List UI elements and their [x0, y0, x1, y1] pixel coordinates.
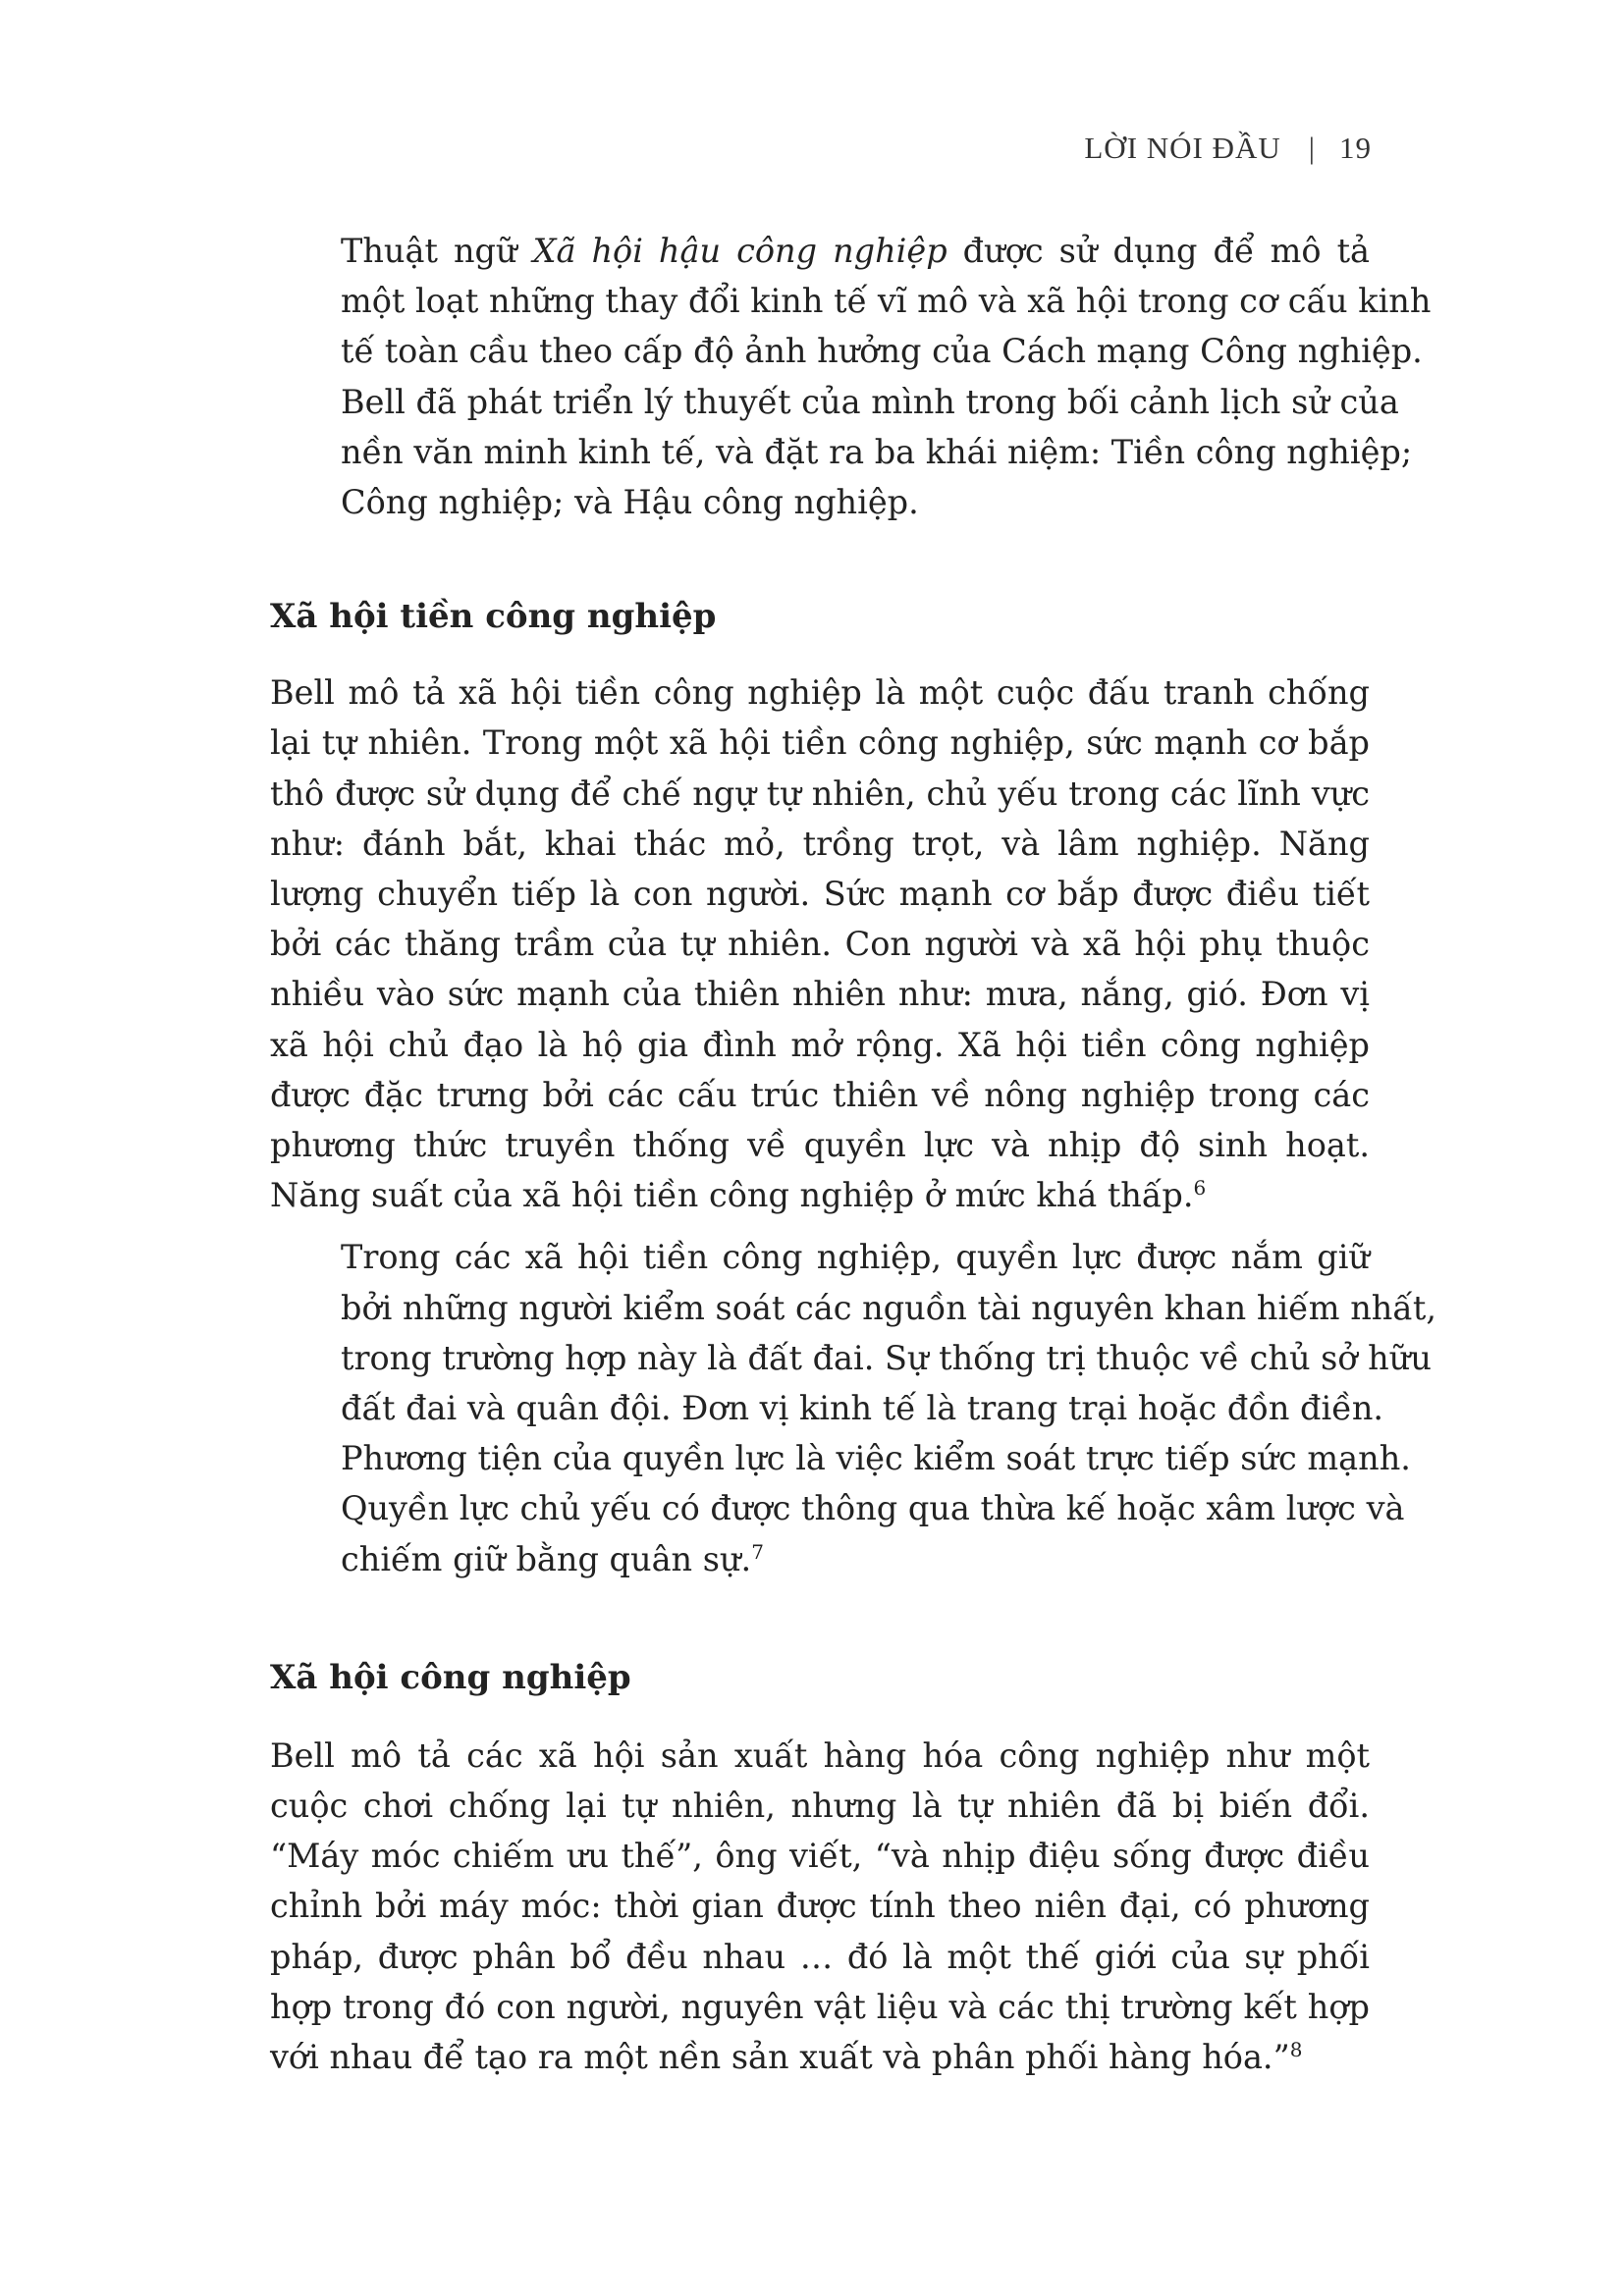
paragraph-line: Bell mô tả xã hội tiền công nghiệp là một cuộc đấu tranh chống [270, 673, 1370, 713]
paragraph-line: Bell mô tả các xã hội sản xuất hàng hóa công nghiệp như một [270, 1735, 1370, 1775]
paragraph-line: một loạt những thay đổi kinh tế vĩ mô và xã hội trong cơ cấu kinh [341, 282, 1432, 321]
footnote-marker[interactable]: 7 [751, 1539, 764, 1564]
paragraph-line: trong trường hợp này là đất đai. Sự thống trị thuộc về chủ sở hữu [341, 1338, 1432, 1377]
paragraph-line: bởi những người kiểm soát các nguồn tài nguyên khan hiếm nhất, [341, 1288, 1436, 1327]
paragraph-line: Năng suất của xã hội tiền công nghiệp ở mức khá thấp.$^6$ [270, 1176, 1207, 1215]
paragraph-line: Thuật ngữ Xã hội hậu công nghiệp được sử dụng để mô tả [341, 232, 1371, 270]
paragraph-line: nền văn minh kinh tế, và đặt ra ba khái niệm: Tiền công nghiệp; [341, 432, 1413, 471]
footnote-marker[interactable]: 8 [1289, 2037, 1303, 2061]
paragraph-line: cuộc chơi chống lại tự nhiên, nhưng là tự nhiên đã bị biến đổi. [270, 1787, 1370, 1826]
paragraph-line: Trong các xã hội tiền công nghiệp, quyền lực được nắm giữ [341, 1238, 1370, 1277]
paragraph-line: pháp, được phân bổ đều nhau … đó là một thế giới của sự phối [270, 1937, 1370, 1976]
paragraph-line: chỉnh bởi máy móc: thời gian được tính theo niên đại, có phương [270, 1887, 1370, 1926]
section-paragraph [270, 1232, 1436, 1583]
paragraph-line: bởi các thăng trầm của tự nhiên. Con người và xã hội phụ thuộc [270, 925, 1370, 964]
footnote-marker[interactable]: 6 [1193, 1176, 1207, 1201]
section-paragraph [270, 1731, 1370, 2082]
paragraph-line: “Máy móc chiếm ưu thế”, ông viết, “và nhịp điệu sống được điều [270, 1837, 1370, 1876]
paragraph-line: Quyền lực chủ yếu có được thông qua thừa kế hoặc xâm lược và [341, 1489, 1405, 1528]
section-heading: Xã hội công nghiệp [270, 1657, 631, 1697]
paragraph-line: tế toàn cầu theo cấp độ ảnh hưởng của Cách mạng Công nghiệp. [341, 332, 1423, 371]
paragraph-line: như: đánh bắt, khai thác mỏ, trồng trọt, và lâm nghiệp. Năng [270, 824, 1370, 863]
paragraph-line: xã hội chủ đạo là hộ gia đình mở rộng. Xã hội tiền công nghiệp [270, 1025, 1370, 1064]
paragraph-line: lại tự nhiên. Trong một xã hội tiền công nghiệp, sức mạnh cơ bắp [270, 723, 1370, 763]
paragraph-line: chiếm giữ bằng quân sự.$^7$ [341, 1539, 764, 1578]
paragraph-line: Bell đã phát triển lý thuyết của mình trong bối cảnh lịch sử của [341, 382, 1399, 421]
section-paragraph [270, 667, 1370, 1220]
paragraph-line: thô được sử dụng để chế ngự tự nhiên, chủ yếu trong các lĩnh vực [270, 774, 1370, 813]
paragraph-line: với nhau để tạo ra một nền sản xuất và phân phối hàng hóa.”$^8$ [270, 2037, 1303, 2077]
header-separator: | [1308, 131, 1316, 165]
paragraph-line: nhiều vào sức mạnh của thiên nhiên như: mưa, nắng, gió. Đơn vị [270, 975, 1370, 1014]
running-header [1084, 133, 1372, 163]
paragraph-line: Công nghiệp; và Hậu công nghiệp. [341, 483, 919, 522]
paragraph-line: Phương tiện của quyền lực là việc kiểm soát trực tiếp sức mạnh. [341, 1439, 1411, 1478]
chapter-title: LỜI NÓI ĐẦU [1084, 131, 1281, 165]
section-heading: Xã hội tiền công nghiệp [270, 597, 717, 637]
paragraph-line: được đặc trưng bởi các cấu trúc thiên về nông nghiệp trong các [270, 1075, 1370, 1114]
paragraph-line: đất đai và quân đội. Đơn vị kinh tế là trang trại hoặc đồn điền. [341, 1389, 1384, 1428]
italic-term: Xã hội hậu công nghiệp [532, 232, 947, 270]
page-body [270, 226, 1436, 2082]
paragraph-line: phương thức truyền thống về quyền lực và nhịp độ sinh hoạt. [270, 1126, 1370, 1165]
page-number: 19 [1339, 131, 1372, 165]
paragraph-line: lượng chuyển tiếp là con người. Sức mạnh cơ bắp được điều tiết [270, 875, 1370, 914]
paragraph-line: hợp trong đó con người, nguyên vật liệu và các thị trường kết hợp [270, 1987, 1370, 2026]
intro-paragraph [270, 226, 1432, 527]
